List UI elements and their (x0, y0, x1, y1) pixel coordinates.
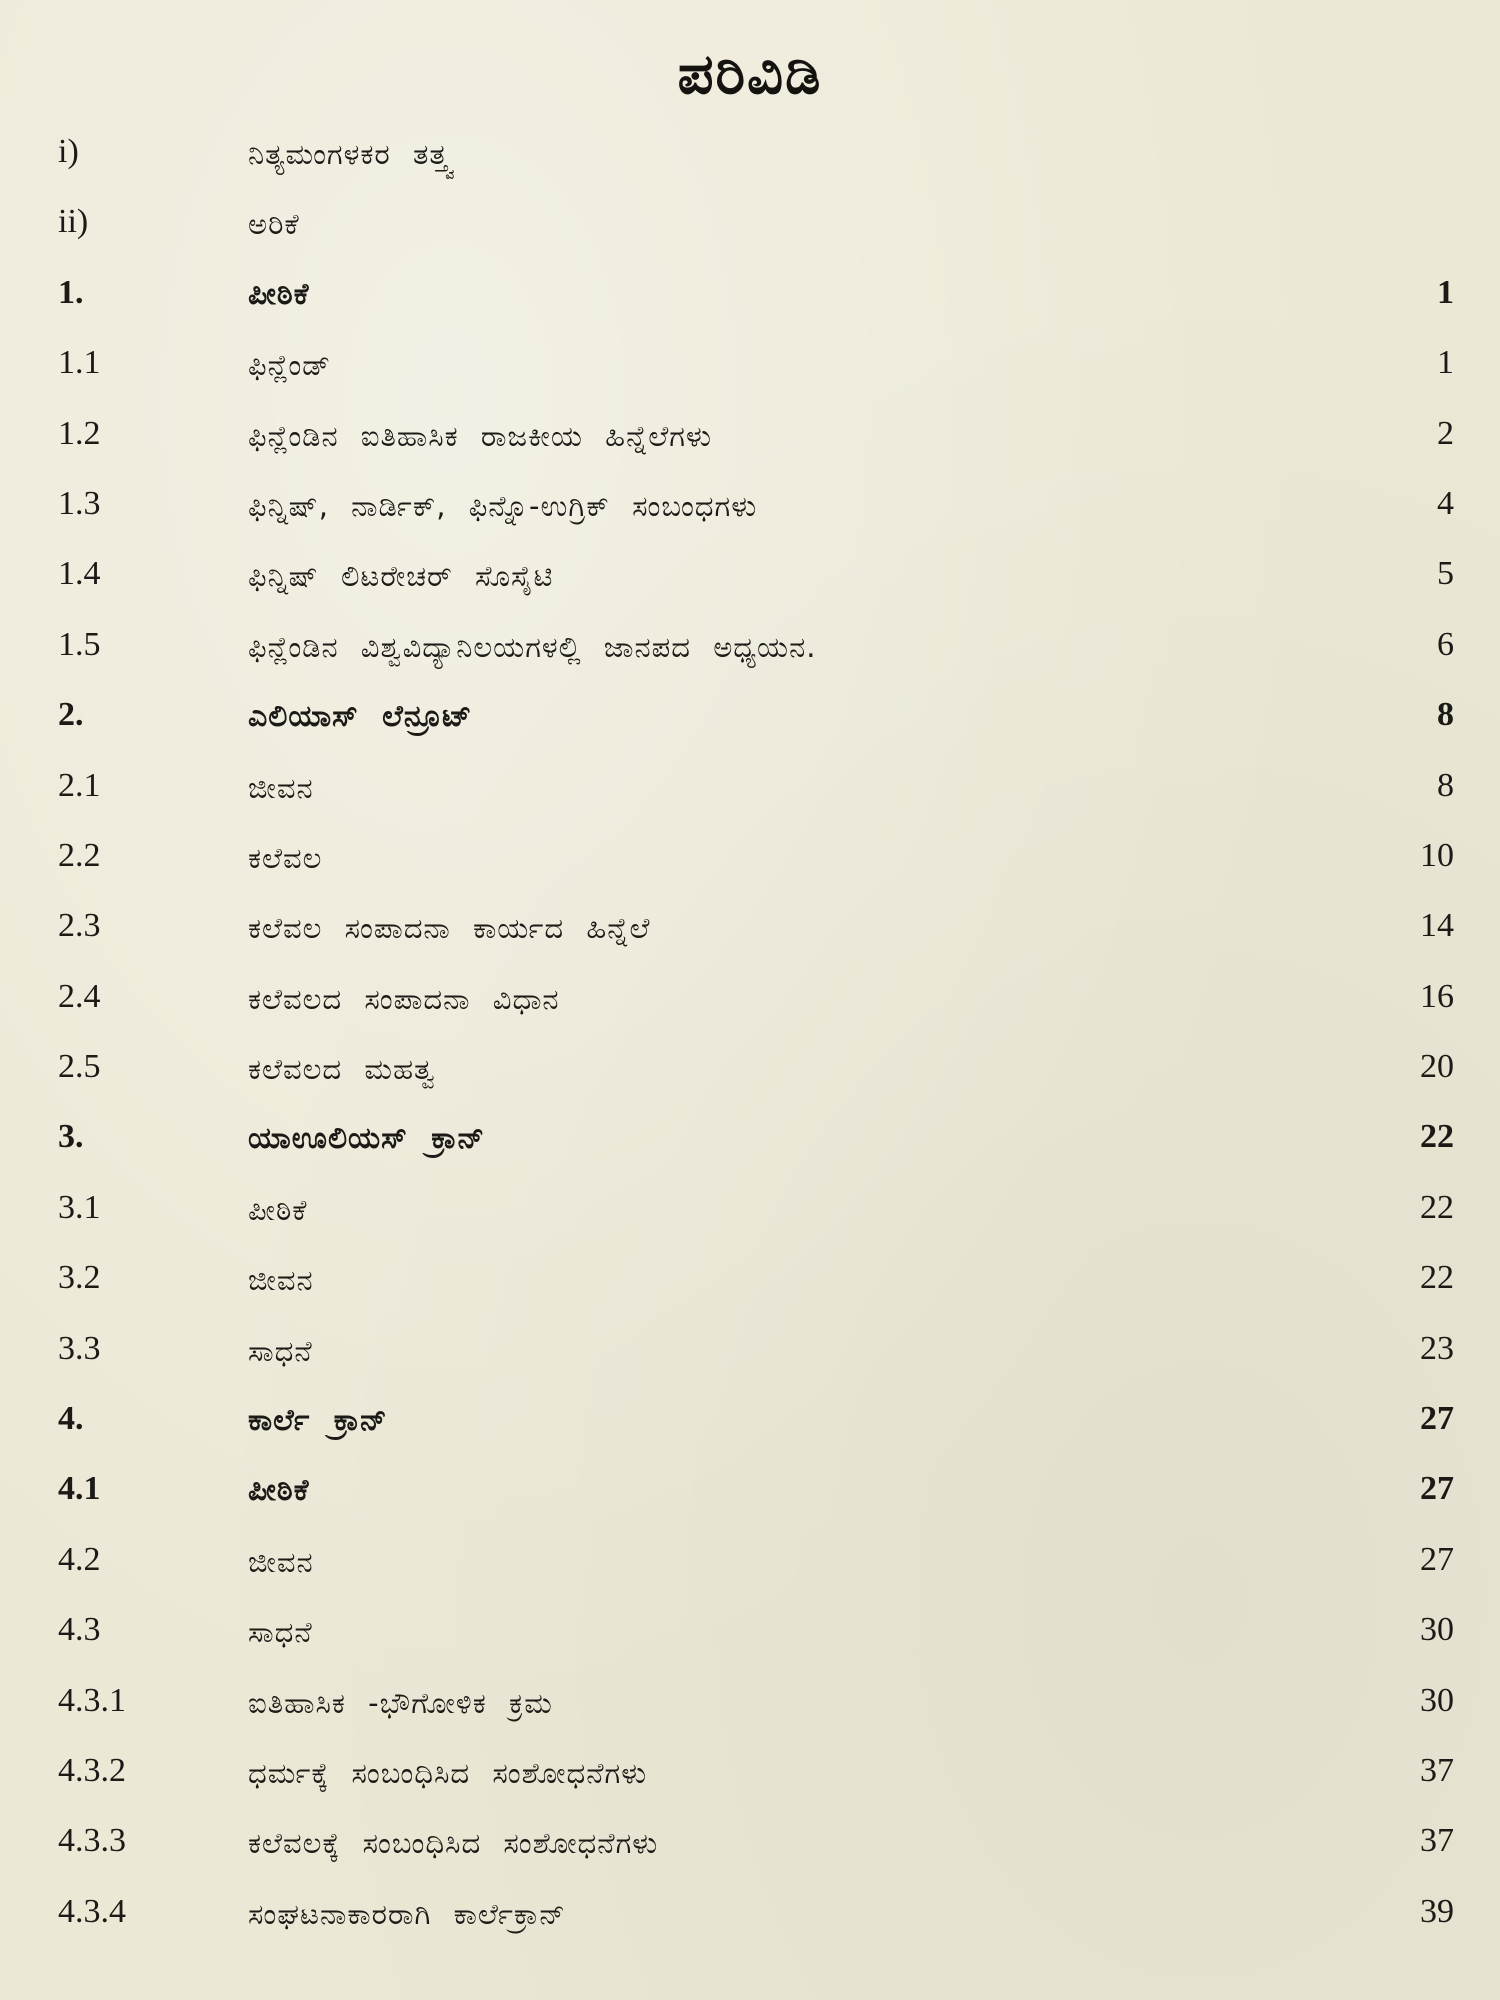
toc-entry-page: 1 (1437, 344, 1454, 382)
toc-entry-title: ಯಾಊಲಿಯಸ್ ಕ್ರಾನ್ (248, 1121, 486, 1157)
toc-entry-page: 23 (1420, 1329, 1454, 1367)
toc-entry (0, 1180, 1500, 1250)
toc-entry-page: 27 (1420, 1400, 1454, 1438)
toc-entry-page: 10 (1420, 836, 1454, 874)
toc-entry (0, 546, 1500, 616)
toc-entry (0, 687, 1500, 757)
toc-entry-number: 1.1 (58, 344, 101, 382)
toc-entry-page: 20 (1420, 1048, 1454, 1086)
toc-entry-title: ಕಲೆವಲದ ಮಹತ್ವ (248, 1052, 436, 1087)
toc-entry-number: 1.3 (58, 484, 101, 522)
toc-entry (0, 1109, 1500, 1179)
toc-entry-number: ii) (58, 203, 89, 241)
toc-entry-page: 37 (1420, 1751, 1454, 1789)
toc-entry-page: 16 (1420, 977, 1454, 1015)
toc-entry-title: ಪೀಠಿಕೆ (248, 276, 310, 312)
toc-entry-page: 37 (1420, 1822, 1454, 1860)
toc-entry-title: ಫಿನ್ಲೆಂಡ್ (248, 348, 332, 383)
toc-entry-number: 4.3.4 (58, 1892, 126, 1930)
toc-entry-page: 30 (1420, 1611, 1454, 1649)
toc-entry-title: ಕಲೆವಲಕ್ಕೆ ಸಂಬಂಧಿಸಿದ ಸಂಶೋಧನೆಗಳು (248, 1826, 659, 1861)
toc-entry-title: ಎಲಿಯಾಸ್ ಲೆನ್ರೂಟ್ (248, 699, 473, 735)
toc-entry-title: ಅರಿಕೆ (248, 207, 300, 242)
toc-entry-number: 4.1 (58, 1470, 101, 1508)
toc-entry-title: ಜೀವನ (248, 1544, 314, 1579)
toc-entry-page: 2 (1437, 414, 1454, 452)
toc-entry-page: 27 (1420, 1540, 1454, 1578)
toc-entry-page: 8 (1437, 766, 1454, 804)
toc-entry (0, 194, 1500, 264)
toc-entry-number: 1.2 (58, 414, 101, 452)
toc-entry-title: ಧರ್ಮಕ್ಕೆ ಸಂಬಂಧಿಸಿದ ಸಂಶೋಧನೆಗಳು (248, 1755, 648, 1790)
toc-entry-title: ಕಲೆವಲದ ಸಂಪಾದನಾ ವಿಧಾನ (248, 981, 560, 1016)
toc-entry-title: ಜೀವನ (248, 1263, 314, 1298)
toc-entry-page: 1 (1437, 273, 1454, 311)
toc-entry-page: 6 (1437, 625, 1454, 663)
toc-entry (0, 1532, 1500, 1602)
toc-entry (0, 476, 1500, 546)
toc-entry-number: 1. (58, 273, 84, 311)
toc-entry-number: 4.3 (58, 1611, 101, 1649)
table-of-contents (0, 124, 1500, 1954)
toc-entry-page: 39 (1420, 1892, 1454, 1930)
toc-entry-number: 2. (58, 696, 84, 734)
toc-entry-title: ಫಿನ್ಲೆಂಡಿನ ಐತಿಹಾಸಿಕ ರಾಜಕೀಯ ಹಿನ್ನೆಲೆಗಳು (248, 418, 712, 453)
toc-entry-number: 3.3 (58, 1329, 101, 1367)
page-title: ಪರಿವಿಡಿ (677, 42, 823, 107)
toc-entry-title: ಪೀಠಿಕೆ (248, 1192, 308, 1227)
toc-entry-number: 4.3.1 (58, 1681, 126, 1719)
toc-entry-title: ಫಿನ್ನಿಷ್ ಲಿಟರೇಚರ್ ಸೊಸೈಟಿ (248, 559, 554, 594)
toc-entry-page: 5 (1437, 555, 1454, 593)
toc-entry-number: 1.5 (58, 625, 101, 663)
toc-entry-page: 4 (1437, 484, 1454, 522)
toc-entry-title: ಸಾಧನೆ (248, 1615, 313, 1650)
toc-entry (0, 406, 1500, 476)
toc-entry-number: 1.4 (58, 555, 101, 593)
toc-entry-page: 22 (1420, 1188, 1454, 1226)
toc-entry-title: ಪೀಠಿಕೆ (248, 1473, 310, 1509)
toc-entry (0, 1813, 1500, 1883)
toc-entry-page: 8 (1437, 696, 1454, 734)
toc-entry (0, 124, 1500, 194)
toc-entry-number: 4. (58, 1400, 84, 1438)
toc-entry (0, 1602, 1500, 1672)
toc-entry-title: ನಿತ್ಯಮಂಗಳಕರ ತತ್ತ್ವ (248, 137, 453, 171)
toc-entry-title: ಕಲೆವಲ ಸಂಪಾದನಾ ಕಾರ್ಯದ ಹಿನ್ನೆಲೆ (248, 911, 651, 946)
toc-entry-number: 2.5 (58, 1048, 101, 1086)
toc-entry-title: ಸಾಧನೆ (248, 1333, 313, 1368)
toc-entry-title: ಐತಿಹಾಸಿಕ -ಭೌಗೋಳಿಕ ಕ್ರಮ (248, 1685, 553, 1720)
toc-entry (0, 1039, 1500, 1109)
toc-entry-page: 22 (1420, 1118, 1454, 1156)
toc-entry-number: 4.3.2 (58, 1751, 126, 1789)
toc-entry (0, 1673, 1500, 1743)
toc-entry (0, 335, 1500, 405)
toc-entry-number: 3. (58, 1118, 84, 1156)
toc-entry (0, 1461, 1500, 1531)
toc-entry-number: 3.1 (58, 1188, 101, 1226)
toc-entry (0, 828, 1500, 898)
toc-entry-number: i) (58, 133, 79, 170)
toc-entry-number: 4.3.3 (58, 1822, 126, 1860)
toc-entry-title: ಸಂಘಟನಾಕಾರರಾಗಿ ಕಾರ್ಲೆಕ್ರಾನ್ (248, 1896, 566, 1931)
toc-entry-number: 2.2 (58, 836, 101, 874)
toc-entry (0, 1321, 1500, 1391)
toc-entry (0, 969, 1500, 1039)
toc-entry-number: 4.2 (58, 1540, 101, 1578)
toc-entry-number: 2.3 (58, 907, 101, 945)
toc-entry (0, 1391, 1500, 1461)
toc-entry-number: 2.1 (58, 766, 101, 804)
toc-entry-title: ಕಾರ್ಲೆ ಕ್ರಾನ್ (248, 1403, 388, 1439)
toc-entry-title: ಫಿನ್ನಿಷ್, ನಾರ್ಡಿಕ್, ಫಿನ್ನೊ-ಉಗ್ರಿಕ್ ಸಂಬಂಧಗಳು (248, 488, 758, 523)
toc-entry-page: 27 (1420, 1470, 1454, 1508)
toc-entry-page: 22 (1420, 1259, 1454, 1297)
toc-entry-page: 30 (1420, 1681, 1454, 1719)
toc-entry-title: ಕಲೆವಲ (248, 840, 323, 875)
toc-entry (0, 265, 1500, 335)
toc-entry (0, 758, 1500, 828)
toc-entry-number: 3.2 (58, 1259, 101, 1297)
toc-entry-number: 2.4 (58, 977, 101, 1015)
toc-entry-title: ಜೀವನ (248, 770, 314, 805)
toc-entry (0, 617, 1500, 687)
toc-entry (0, 1250, 1500, 1320)
toc-entry-page: 14 (1420, 907, 1454, 945)
toc-entry (0, 898, 1500, 968)
toc-entry (0, 1743, 1500, 1813)
toc-entry (0, 1884, 1500, 1954)
toc-entry-title: ಫಿನ್ಲೆಂಡಿನ ವಿಶ್ವವಿದ್ಯಾನಿಲಯಗಳಲ್ಲಿ ಜಾನಪದ ಅಧ್ಯಯನ. (248, 629, 817, 664)
